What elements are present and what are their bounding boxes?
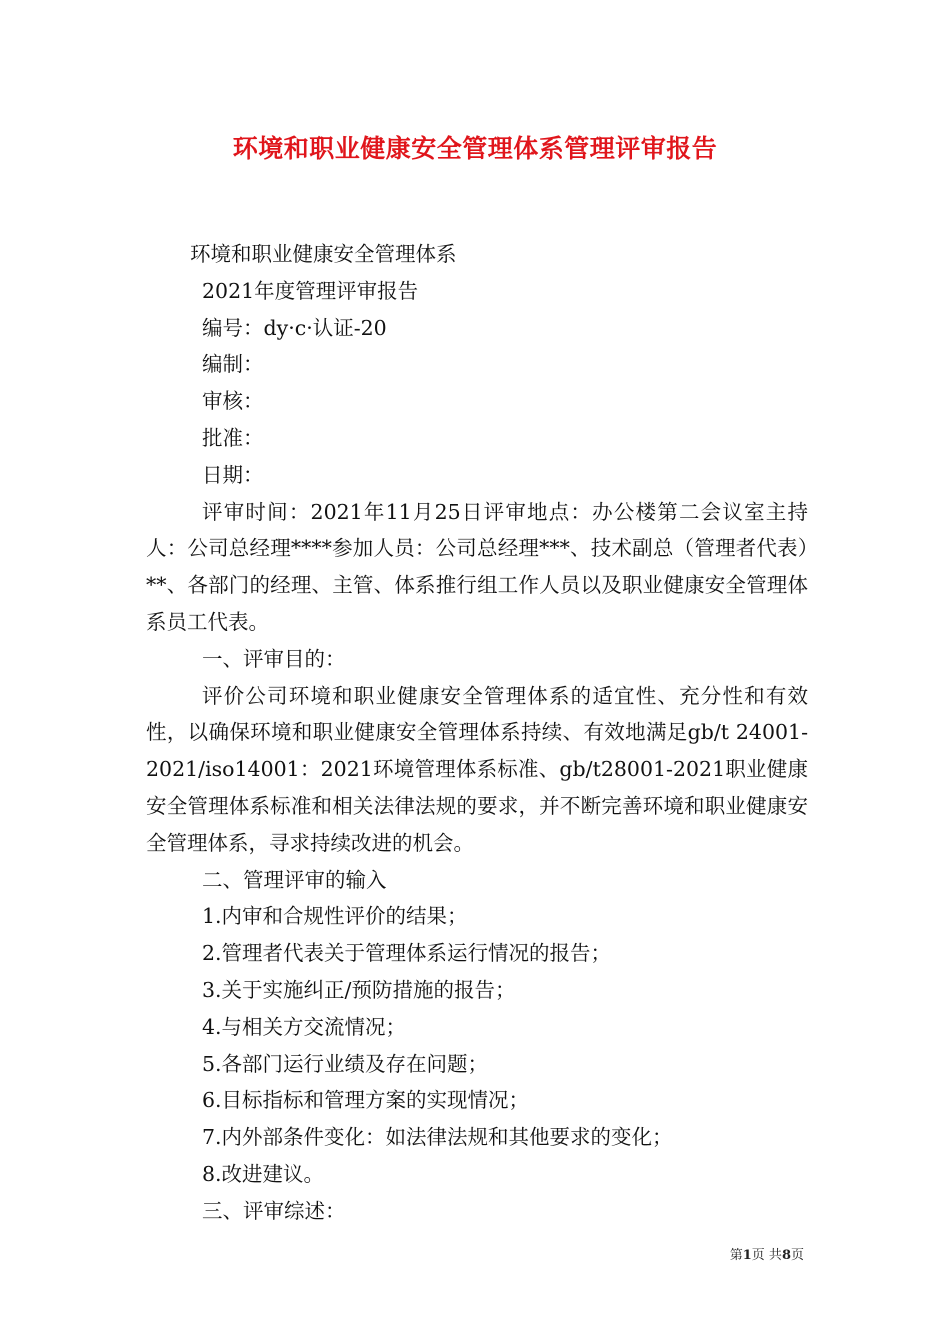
list-item: 4.与相关方交流情况； [202,1014,407,1039]
header-line-report: 2021年度管理评审报告 [202,278,419,303]
list-item: 2.管理者代表关于管理体系运行情况的报告； [202,941,612,966]
list-item: 3.关于实施纠正/预防措施的报告； [202,977,516,1002]
list-item: 6.目标指标和管理方案的实现情况； [202,1088,530,1113]
header-line-number: 编号：dy·c·认证-20 [202,315,387,340]
section3-heading: 三、评审综述： [202,1198,346,1223]
footer-current-page: 1 [742,1248,752,1263]
list-item: 5.各部门运行业绩及存在问题； [202,1051,489,1076]
header-line-reviewed: 审核： [202,389,264,414]
header-line-approved: 批准： [202,425,264,450]
meeting-info-paragraph: 评审时间：2021年11月25日评审地点：办公楼第二会议室主持人：公司总经理****参加人员：公司总经理***、技术副总（管理者代表）**、各部门的经理、主管、体系推行组工作人员以及职业健康安全管理体系员工代表。 [146,499,808,634]
list-item: 8.改进建议。 [202,1161,325,1186]
header-line-date: 日期： [202,462,264,487]
footer-suffix: 页 [790,1248,804,1263]
document-body [146,236,808,1230]
section2-heading: 二、管理评审的输入 [202,867,387,892]
footer-middle: 页 共 [751,1248,782,1263]
header-line-prepared: 编制： [202,352,264,377]
list-item: 7.内外部条件变化：如法律法规和其他要求的变化； [202,1125,673,1150]
page-number-footer [730,1247,804,1265]
section1-heading: 一、评审目的： [202,646,346,671]
footer-total-pages: 8 [781,1248,791,1263]
list-item: 1.内审和合规性评价的结果； [202,904,468,929]
document-title: 环境和职业健康安全管理体系管理评审报告 [232,134,718,163]
section1-body: 评价公司环境和职业健康安全管理体系的适宜性、充分性和有效性，以确保环境和职业健康安全管理体系持续、有效地满足gb/t 24001-2021/iso14001：2021环境管理体系标准、gb/t28001-2021职业健康安全管理体系标准和相关法律法规的要求，并不断完善环境和职业健康安全管理体系，寻求持续改进的机会。 [146,683,808,855]
header-line-system: 环境和职业健康安全管理体系 [190,242,457,266]
footer-prefix: 第 [729,1248,743,1263]
